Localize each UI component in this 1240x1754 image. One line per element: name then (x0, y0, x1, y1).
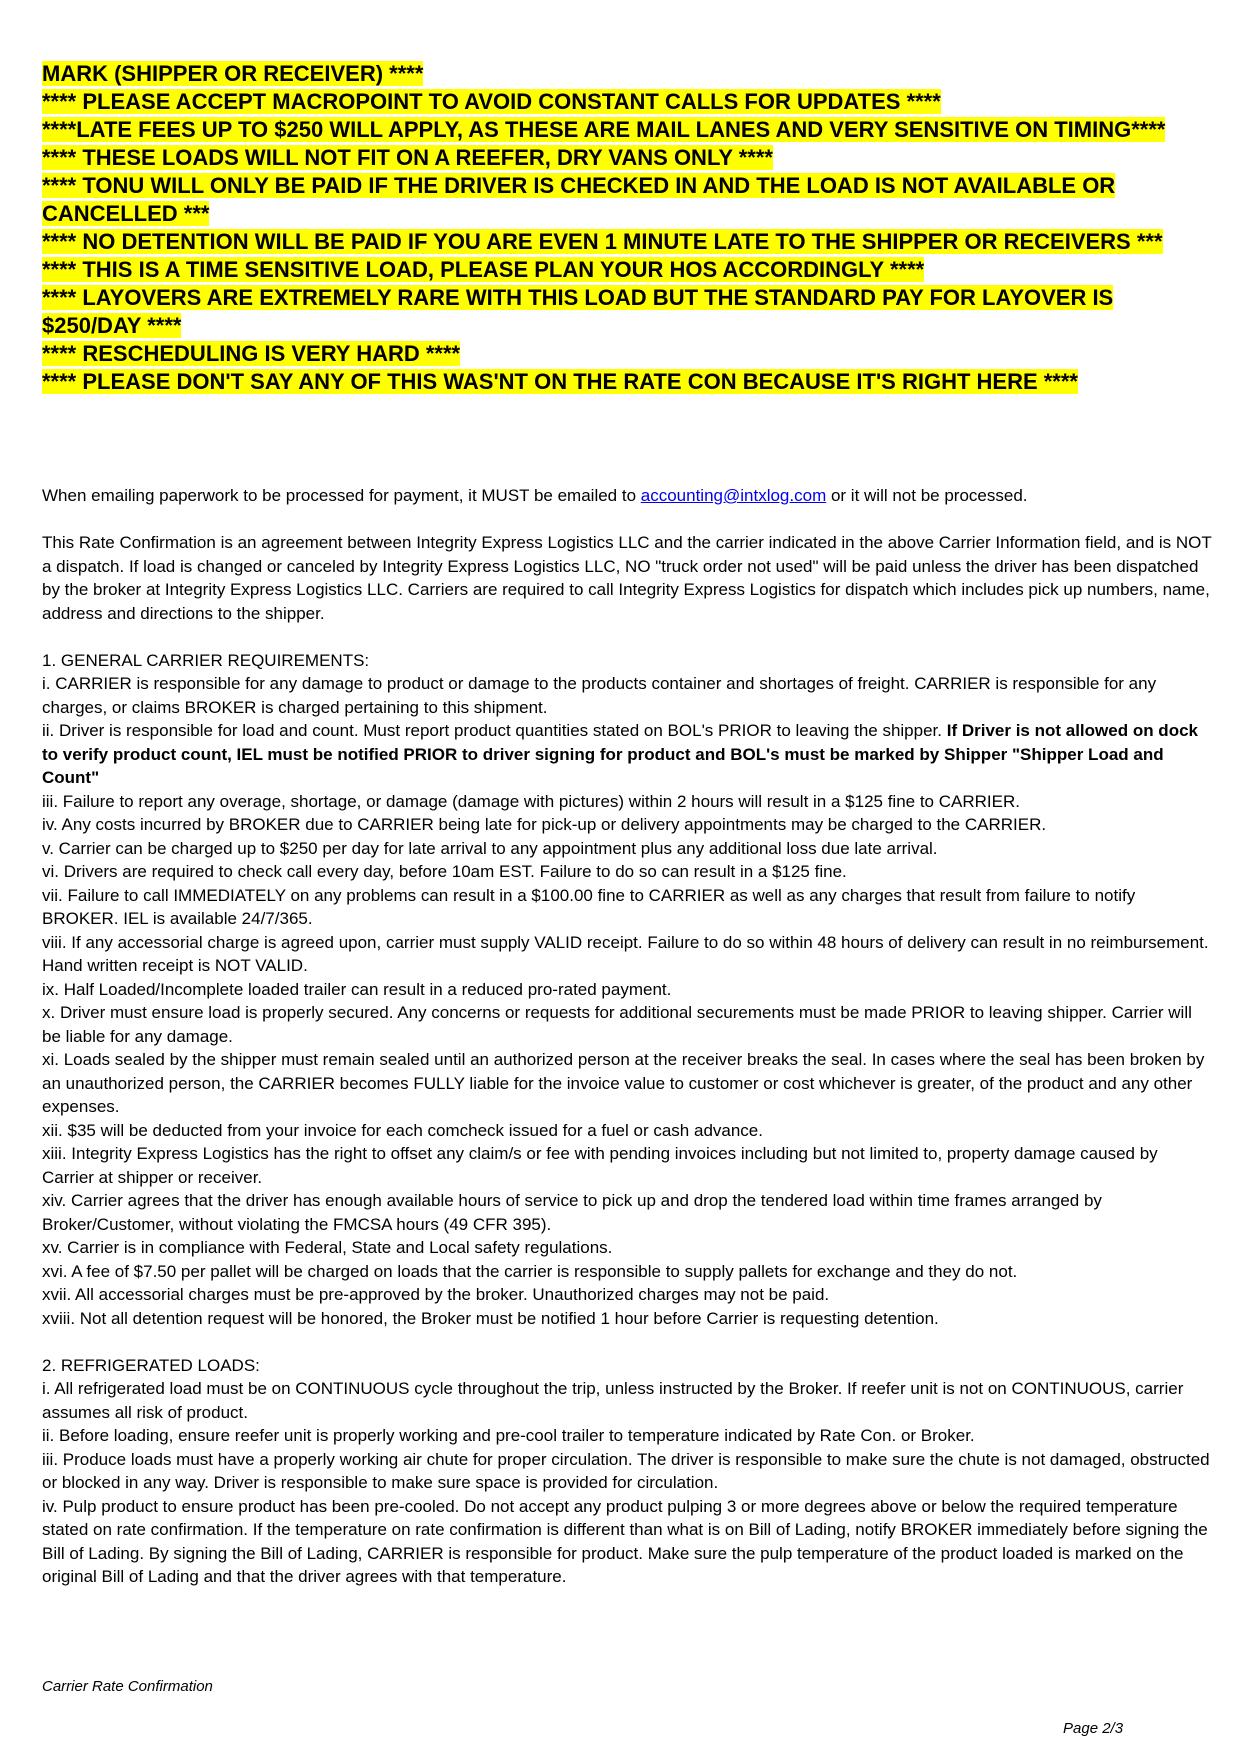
refrigerated-item: ii. Before loading, ensure reefer unit is properly working and pre-cool trailer to temperature indicated by Rate Con. or Broker. (42, 1426, 975, 1445)
requirement-item: ii. Driver is responsible for load and count. Must report product quantities stated on BOL's PRIOR to leaving the shipper. If Driver is not allowed on dock to verify product count, IEL must be notified PRIOR to driver signing for product and BOL's must be marked by Shipper "Shipper Load and Count" (42, 721, 1198, 787)
notice-line: **** TONU WILL ONLY BE PAID IF THE DRIVER IS CHECKED IN AND THE LOAD IS NOT AVAILABLE OR CANCELLED *** (42, 173, 1116, 226)
requirement-item: iii. Failure to report any overage, shortage, or damage (damage with pictures) within 2 hours will result in a $125 fine to CARRIER. (42, 791, 1020, 811)
requirement-item: vii. Failure to call IMMEDIATELY on any problems can result in a $100.00 fine to CARRIER as well as any charges that result from failure to notify BROKER. IEL is available 24/7/365. (42, 885, 1136, 928)
requirement-item: xii. $35 will be deducted from your invoice for each comcheck issued for a fuel or cash advance. (42, 1120, 763, 1140)
highlighted-notices (42, 60, 1212, 396)
terms-body (42, 484, 1212, 1589)
requirement-item: vi. Drivers are required to check call every day, before 10am EST. Failure to do so can result in a $125 fine. (42, 862, 847, 881)
emailing-instructions: When emailing paperwork to be processed for payment, it MUST be emailed to accounting@intxlog.com or it will not be processed. (42, 486, 1028, 505)
section-heading-general: 1. GENERAL CARRIER REQUIREMENTS: (42, 650, 370, 670)
notice-line: **** PLEASE DON'T SAY ANY OF THIS WAS'NT ON THE RATE CON BECAUSE IT'S RIGHT HERE **** (42, 369, 1078, 394)
requirement-item: xvii. All accessorial charges must be pre-approved by the broker. Unauthorized charges may not be paid. (42, 1285, 830, 1304)
agreement-paragraph: This Rate Confirmation is an agreement between Integrity Express Logistics LLC and the carrier indicated in the above Carrier Information field, and is NOT a dispatch. If load is changed or canceled by Integrity Express Logistics LLC, NO "truck order not used" will be paid unless the driver has been dispatched by the broker at Integrity Express Logistics LLC. Carriers are required to call Integrity Express Logistics for dispatch which includes pick up numbers, name, address and directions to the shipper. (42, 533, 1212, 623)
requirement-item: xviii. Not all detention request will be honored, the Broker must be notified 1 hour before Carrier is requesting detention. (42, 1308, 939, 1328)
footer-document-title: Carrier Rate Confirmation (42, 1678, 213, 1695)
notice-line: **** PLEASE ACCEPT MACROPOINT TO AVOID CONSTANT CALLS FOR UPDATES **** (42, 89, 941, 114)
notice-line: **** RESCHEDULING IS VERY HARD **** (42, 341, 461, 366)
requirement-item: xvi. A fee of $7.50 per pallet will be charged on loads that the carrier is responsible to supply pallets for exchange and they do not. (42, 1261, 1018, 1281)
requirement-item: xi. Loads sealed by the shipper must remain sealed until an authorized person at the receiver breaks the seal. In cases where the seal has been broken by an unauthorized person, the CARRIER becomes FULLY liable for the invoice value to customer or cost whichever is greater, of the product and any other expenses. (42, 1050, 1205, 1116)
requirement-item: x. Driver must ensure load is properly secured. Any concerns or requests for additional securements must be made PRIOR to leaving shipper. Carrier will be liable for any damage. (42, 1003, 1192, 1046)
refrigerated-item: iv. Pulp product to ensure product has been pre-cooled. Do not accept any product pulping 3 or more degrees above or below the required temperature stated on rate confirmation. If the temperature on rate confirmation is different than what is on Bill of Lading, notify BROKER immediately before signing the Bill of Lading. By signing the Bill of Lading, CARRIER is responsible for product. Make sure the pulp temperature of the product loaded is marked on the original Bill of Lading and that the driver agrees with that temperature. (42, 1496, 1208, 1586)
requirement-item: v. Carrier can be charged up to $250 per day for late arrival to any appointment plus any additional loss due late arrival. (42, 838, 938, 858)
requirement-item: iv. Any costs incurred by BROKER due to CARRIER being late for pick-up or delivery appointments may be charged to the CARRIER. (42, 815, 1047, 834)
notice-line: **** NO DETENTION WILL BE PAID IF YOU ARE EVEN 1 MINUTE LATE TO THE SHIPPER OR RECEIVERS *** (42, 229, 1163, 254)
requirement-item: ix. Half Loaded/Incomplete loaded trailer can result in a reduced pro-rated payment. (42, 979, 672, 999)
section-heading-refrigerated: 2. REFRIGERATED LOADS: (42, 1355, 260, 1375)
notice-line: ****LATE FEES UP TO $250 WILL APPLY, AS THESE ARE MAIL LANES AND VERY SENSITIVE ON TIMING**** (42, 117, 1166, 142)
footer-page-number: Page 2/3 (1063, 1720, 1124, 1737)
notice-line: **** THESE LOADS WILL NOT FIT ON A REEFER, DRY VANS ONLY **** (42, 145, 773, 170)
notice-line: **** THIS IS A TIME SENSITIVE LOAD, PLEASE PLAN YOUR HOS ACCORDINGLY **** (42, 257, 925, 282)
requirement-item: xiii. Integrity Express Logistics has the right to offset any claim/s or fee with pending invoices including but not limited to, property damage caused by Carrier at shipper or receiver. (42, 1144, 1158, 1187)
requirement-item: i. CARRIER is responsible for any damage to product or damage to the products container and shortages of freight. CARRIER is responsible for any charges, or claims BROKER is charged pertaining to this shipment. (42, 674, 1157, 717)
refrigerated-item: i. All refrigerated load must be on CONTINUOUS cycle throughout the trip, unless instructed by the Broker. If reefer unit is not on CONTINUOUS, carrier assumes all risk of product. (42, 1379, 1184, 1422)
refrigerated-item: iii. Produce loads must have a properly working air chute for proper circulation. The driver is responsible to make sure the chute is not damaged, obstructed or blocked in any way. Driver is responsible to make sure space is provided for circulation. (42, 1449, 1210, 1492)
requirement-item: xiv. Carrier agrees that the driver has enough available hours of service to pick up and drop the tendered load within time frames arranged by Broker/Customer, without violating the FMCSA hours (49 CFR 395). (42, 1191, 1102, 1234)
requirement-item: viii. If any accessorial charge is agreed upon, carrier must supply VALID receipt. Failure to do so within 48 hours of delivery can result in no reimbursement. Hand written receipt is NOT VALID. (42, 932, 1209, 975)
accounting-email-link[interactable]: accounting@intxlog.com (640, 486, 827, 505)
notice-line: MARK (SHIPPER OR RECEIVER) **** (42, 61, 424, 86)
notice-line: **** LAYOVERS ARE EXTREMELY RARE WITH THIS LOAD BUT THE STANDARD PAY FOR LAYOVER IS $250/DAY **** (42, 285, 1114, 338)
requirement-item: xv. Carrier is in compliance with Federal, State and Local safety regulations. (42, 1238, 613, 1257)
